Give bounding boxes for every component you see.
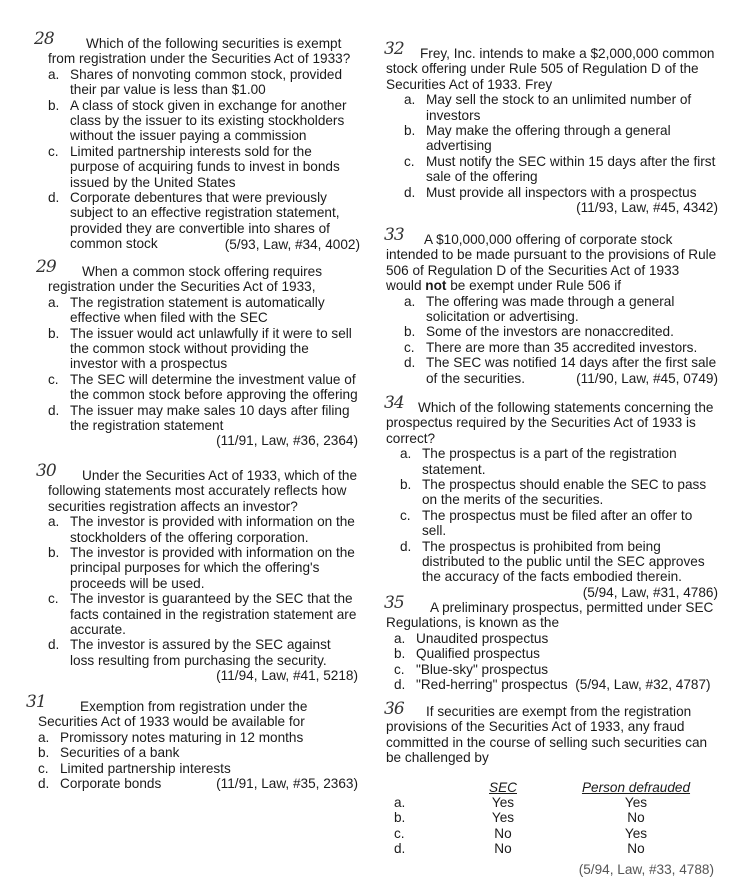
table-row-a[interactable]: a. Yes Yes <box>394 795 648 811</box>
question-stem: A preliminary prospectus, permitted under SEC Regulations, is known as the <box>386 600 714 631</box>
question-28 <box>34 29 360 252</box>
question-number: 30 <box>36 461 56 481</box>
citation: (11/91, Law, #35, 2363) <box>216 776 358 792</box>
citation: (5/93, Law, #34, 4002) <box>224 236 360 252</box>
option-b[interactable]: b. The issuer would act unlawfully if it were to sell the common stock without providing the investor with a prospectus <box>48 325 352 372</box>
citation: (11/90, Law, #45, 0749) <box>576 371 718 387</box>
option-b[interactable]: b. A class of stock given in exchange for another class by the issuer to its existing stockholders without the issuer paying a commission <box>48 97 347 144</box>
option-c[interactable]: c. Limited partnership interests sold for the purpose of acquiring funds to invest in bonds issued by the United States <box>48 143 340 190</box>
question-stem-part1: A $10,000,000 offering of corporate stock intended to be made pursuant to the provisions of Rule 506 of Regulation D of the Securities Act of 1933 would <box>386 232 717 294</box>
option-a[interactable]: a. The prospectus is a part of the registration statement. <box>400 446 677 477</box>
option-b[interactable]: b. Some of the investors are nonaccredited. <box>404 324 674 340</box>
question-30 <box>36 461 358 684</box>
option-d[interactable]: d. The SEC was notified 14 days after the first sale of the securities. <box>404 355 717 386</box>
question-number: 36 <box>384 699 404 719</box>
options-list <box>38 730 358 792</box>
question-stem: If securities are exempt from the registration provisions of the Securities Act of 1933, any fraud committed in the course of selling such securities can be challenged by <box>386 704 708 766</box>
question-stem: Which of the following statements concerning the prospectus required by the Securities Act of 1933 is correct? <box>386 400 714 446</box>
option-c[interactable]: c. The SEC will determine the investment value of the common stock before approving the offering <box>48 371 358 403</box>
table-header-person: Person defrauded <box>581 779 691 795</box>
table-row-c[interactable]: c. No Yes <box>394 825 648 841</box>
option-d[interactable]: d. The investor is assured by the SEC against loss resulting from purchasing the security. <box>48 637 331 668</box>
option-c[interactable]: c. "Blue-sky" prospectus <box>394 661 549 677</box>
question-34 <box>384 393 718 600</box>
options-list <box>48 514 358 668</box>
question-stem: Which of the following securities is exempt from registration under the Securities Act of 1933? <box>48 36 351 67</box>
question-number: 28 <box>34 29 54 49</box>
question-number: 35 <box>384 593 404 613</box>
option-b[interactable]: b. Qualified prospectus <box>394 646 540 662</box>
question-32 <box>384 39 718 216</box>
table-row-b[interactable]: b. Yes No <box>394 810 645 826</box>
question-36 <box>384 699 718 877</box>
option-d[interactable]: d. The prospectus is prohibited from being distributed to the public until the SEC approves the accuracy of the facts embodied therein. <box>400 538 705 585</box>
citation: (5/94, Law, #31, 4786) <box>582 584 718 600</box>
question-29 <box>36 257 358 449</box>
question-31 <box>26 692 358 792</box>
option-c[interactable]: c. Limited partnership interests <box>38 760 231 776</box>
options-list <box>400 446 718 585</box>
option-c[interactable]: c. There are more than 35 accredited investors. <box>404 339 698 355</box>
option-d[interactable]: d. "Red-herring" prospectus (5/94, Law, #32, 4787) <box>394 677 711 693</box>
question-number: 32 <box>384 39 404 59</box>
table-header-sec: SEC <box>489 779 517 795</box>
options-list <box>404 92 718 200</box>
question-number: 31 <box>26 692 46 712</box>
citation: (5/94, Law, #32, 4787) <box>575 677 711 693</box>
option-d[interactable]: d. Must provide all inspectors with a prospectus <box>404 184 697 200</box>
answer-table <box>394 780 714 857</box>
option-a[interactable]: a. Promissory notes maturing in 12 months <box>38 729 304 745</box>
citation: (5/94, Law, #33, 4788) <box>578 862 714 877</box>
option-b[interactable]: b. Securities of a bank <box>38 745 180 761</box>
question-33 <box>384 225 718 387</box>
option-a[interactable]: a. Unaudited prospectus <box>394 630 549 646</box>
citation: (11/93, Law, #45, 4342) <box>576 200 718 216</box>
question-35 <box>384 593 718 693</box>
question-number: 33 <box>384 225 404 245</box>
table-row-d[interactable]: d. No No <box>394 841 645 857</box>
question-number: 29 <box>36 257 56 277</box>
citation: (11/91, Law, #36, 2364) <box>216 433 358 449</box>
option-b[interactable]: b. The investor is provided with information on the principal purposes for which the offering's proceeds will be used. <box>48 545 355 591</box>
options-list <box>394 631 718 693</box>
question-number: 34 <box>384 393 404 413</box>
option-a[interactable]: a. Shares of nonvoting common stock, provided their par value is less than $1.00 <box>48 66 343 98</box>
options-list <box>48 67 360 252</box>
option-c[interactable]: c. The prospectus must be filed after an offer to sell. <box>400 507 693 539</box>
question-stem-part2: be exempt under Rule 506 if <box>446 278 621 294</box>
option-a[interactable]: a. May sell the stock to an unlimited number of investors <box>404 92 692 123</box>
table-header-row <box>394 780 714 795</box>
option-c[interactable]: c. Must notify the SEC within 15 days after the first sale of the offering <box>404 153 716 185</box>
option-c[interactable]: c. The investor is guaranteed by the SEC that the facts contained in the registration statement are accurate. <box>48 591 357 638</box>
question-stem: Exemption from registration under the Securities Act of 1933 would be available for <box>38 699 308 730</box>
option-d[interactable]: d. Corporate debentures that were previously subject to an effective registration statement, provided they are convertible into shares of common stock <box>48 190 340 252</box>
options-list <box>48 295 358 434</box>
option-b[interactable]: b. May make the offering through a general advertising <box>404 123 671 154</box>
citation: (11/94, Law, #41, 5218) <box>216 668 358 684</box>
question-stem: Under the Securities Act of 1933, which of the following statements most accurately reflects how securities registration affects an investor? <box>48 468 358 514</box>
option-b[interactable]: b. The prospectus should enable the SEC to pass on the merits of the securities. <box>400 477 707 508</box>
option-d[interactable]: d. Corporate bonds (11/91, Law, #35, 2363) <box>38 776 358 792</box>
option-a[interactable]: a. The registration statement is automatically effective when filed with the SEC <box>48 294 325 326</box>
option-a[interactable]: a. The investor is provided with information on the stockholders of the offering corporation. <box>48 514 355 545</box>
question-stem: When a common stock offering requires registration under the Securities Act of 1933, <box>48 264 323 295</box>
question-stem: Frey, Inc. intends to make a $2,000,000 common stock offering under Rule 505 of Regulation D of the Securities Act of 1933. Frey <box>386 46 715 92</box>
option-a[interactable]: a. The offering was made through a general solicitation or advertising. <box>404 293 675 325</box>
option-d[interactable]: d. The issuer may make sales 10 days after filing the registration statement <box>48 402 350 434</box>
emphasis-not: not <box>425 278 447 294</box>
